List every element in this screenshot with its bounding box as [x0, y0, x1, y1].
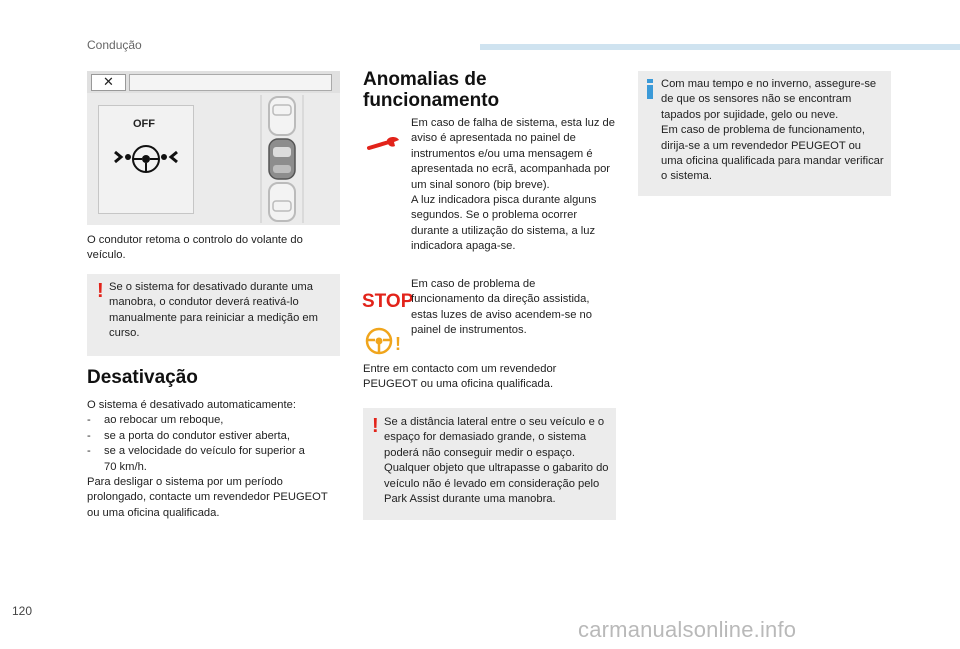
warning-note-left-text: Se o sistema for desativado durante uma manobra, o condutor deverá reativá-lo manualmente para reiniciar a medição em curso. [109, 281, 318, 340]
list-item: - ao rebocar um reboque, [87, 413, 342, 428]
malfunction-heading-line1: Anomalias de [363, 69, 487, 90]
steering-description: Em caso de problema de funcionamento da direção assistida, estas luzes de aviso acendem-se no painel de instrumentos. [411, 278, 592, 337]
warning-exclamation-icon: ! [372, 415, 379, 437]
park-assist-figure [87, 71, 340, 225]
malfunction-heading [363, 69, 499, 111]
intro-paragraph: O condutor retoma o controlo do volante do veículo. [87, 234, 303, 262]
info-note-right [638, 71, 891, 196]
info-note-right-text [661, 77, 884, 185]
deactivation-closing-text: Para desligar o sistema por um período prolongado, contacte um revendedor PEUGEOT ou uma oficina qualificada. [87, 476, 328, 519]
info-note-p2: Em caso de problema de funcionamento, dirija-se a um revendedor PEUGEOT ou uma oficina qualificada para mandar verificar o sistema. [661, 124, 884, 183]
parking-cars-illustration [257, 95, 307, 223]
list-item: - se a porta do condutor estiver aberta, [87, 429, 342, 444]
failure-text: Em caso de falha de sistema, esta luz de aviso é apresentada no painel de instrumentos e/ou uma mensagem é apresentada no ecrã, acompanhada por um sinal sonoro (bip breve). [411, 117, 615, 191]
deactivation-body [87, 398, 342, 521]
failure-description [411, 116, 617, 255]
contact-dealer-text: Entre em contacto com um revendedor PEUGEOT ou uma oficina qualificada. [363, 363, 557, 391]
header-accent-bar [480, 44, 960, 50]
stop-label: STOP [362, 291, 414, 312]
page-number: 120 [12, 604, 33, 618]
steering-warning-exclamation: ! [395, 334, 401, 354]
warning-note-left [87, 274, 340, 356]
deactivation-list [87, 413, 342, 475]
info-icon-dot [647, 79, 653, 83]
off-label: OFF [133, 118, 155, 130]
warning-exclamation-icon: ! [97, 280, 104, 302]
warning-note-middle [363, 408, 616, 520]
wrench-icon [367, 136, 401, 152]
malfunction-heading-line2: funcionamento [363, 90, 500, 111]
auto-deactivation-text: O sistema é desativado automaticamente: [87, 399, 296, 411]
steering-wheel-off-icon [111, 142, 181, 186]
blink-text: A luz indicadora pisca durante alguns segundos. Se o problema ocorrer durante a utilização do sistema, a luz indicadora apaga-se. [411, 194, 597, 253]
list-item: - se a velocidade do veículo for superior a 70 km/h. [87, 444, 309, 475]
section-title: Condução [87, 38, 142, 52]
figure-top-bar [87, 71, 340, 93]
figure-display-slot [129, 74, 332, 91]
deactivation-heading: Desativação [87, 367, 198, 388]
info-note-p1: Com mau tempo e no inverno, assegure-se de que os sensores não se encontram tapados por sujidade, gelo ou neve. [661, 78, 877, 121]
warning-note-middle-text: Se a distância lateral entre o seu veículo e o espaço for demasiado grande, o sistema poderá não conseguir medir o espaço. Qualquer objeto que ultrapasse o gabarito do veículo não é levado em consideração pelo Park Assist durante uma manobra. [384, 416, 609, 506]
power-steering-warning-icon [364, 326, 404, 358]
close-icon: ✕ [91, 74, 126, 91]
stop-warning-icon [362, 289, 414, 312]
watermark: carmanualsonline.info [578, 617, 797, 642]
info-icon [647, 85, 653, 99]
steering-off-panel [98, 105, 194, 214]
